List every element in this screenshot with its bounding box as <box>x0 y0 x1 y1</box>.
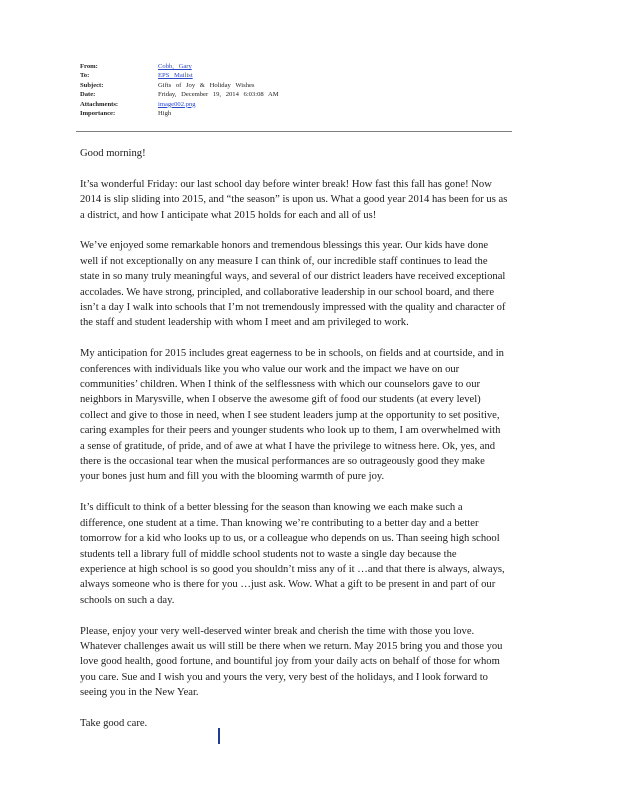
text-line: My anticipation for 2015 includes great eagerness to be in schools, on fields and at courtside, and in <box>80 348 504 360</box>
subject-value: Gifts of Joy & Holiday Wishes <box>158 81 255 89</box>
date-value: Friday, December 19, 2014 6:03:08 AM <box>158 91 279 99</box>
text-line: difference, one student at a time. Than knowing we’re contributing to a better day and a better <box>80 517 479 529</box>
text-line: state in so many truly meaningful ways, and several of our district leaders have received exceptional <box>80 271 506 283</box>
text-line: seeing you in the New Year. <box>80 687 199 699</box>
date-label: Date: <box>80 91 96 99</box>
text-line: caring examples for their peers and younger students who look up to them, I am overwhelmed with <box>80 425 501 437</box>
to-value[interactable]: EPS Mailist <box>158 72 193 80</box>
closing: Take good care. <box>80 717 148 729</box>
text-line: neighbors in Marysville, when I observe the awesome gift of food our students (at every level) <box>80 394 481 406</box>
header-divider <box>76 131 512 132</box>
to-row <box>80 71 520 80</box>
text-cursor <box>218 728 220 744</box>
text-line: 2014 is slip sliding into 2015, and “the season” is upon us. What a good year 2014 has been for us as <box>80 194 508 206</box>
text-line: experience at high school is so good you shouldn’t miss any of it …and that there is always, always, <box>80 563 505 575</box>
text-line: a district, and how I anticipate what 2015 holds for each and all of us! <box>80 209 377 221</box>
text-line: collect and give to those in need, when I see student leaders jump at the opportunity to set positive, <box>80 409 500 421</box>
attachments-row <box>80 100 520 109</box>
to-label: To: <box>80 72 90 80</box>
email-body <box>80 146 535 747</box>
text-line: students tell a library full of middle school students not to waste a single day because the <box>80 548 457 560</box>
paragraph-2 <box>80 238 535 330</box>
text-line: well if not exceptionally on any measure I can think of, our incredible staff continues to lead the <box>80 255 488 267</box>
text-line: communities’ children. When I think of the selflessness with which our counselors gave to our <box>80 379 481 391</box>
from-value[interactable]: Cobb, Gary <box>158 63 192 70</box>
importance-value: High <box>158 109 172 117</box>
greeting: Good morning! <box>80 148 146 159</box>
text-line: always someone who is there for you …just ask. Wow. What a gift to be present in and part of our <box>80 579 496 591</box>
subject-label: Subject: <box>80 81 104 89</box>
subject-row <box>80 81 520 90</box>
text-line: a sense of gratitude, of pride, and of awe at what I have the privilege to witness here. Ok, yes, and <box>80 440 496 452</box>
text-line: We’ve enjoyed some remarkable honors and tremendous blessings this year. Our kids have done <box>80 240 489 252</box>
paragraph-1 <box>80 177 535 223</box>
text-line: your bones just hum and fill you with the blooming warmth of pure joy. <box>80 471 385 483</box>
paragraph-3 <box>80 346 535 485</box>
text-line: love good health, good fortune, and bountiful joy from your daily acts on behalf of those for whom <box>80 656 500 668</box>
importance-label: Importance: <box>80 109 116 117</box>
text-line: conferences with individuals like you who value our work and the impact we have on our <box>80 363 460 375</box>
text-line: the staff and student leadership with whom I meet and am privileged to work. <box>80 317 409 329</box>
attachments-label: Attachments: <box>80 100 119 108</box>
text-line: Please, enjoy your very well-deserved winter break and cherish the time with those you love. <box>80 625 475 637</box>
text-line: tomorrow for a kid who looks up to us, or a colleague who depends on us. Than seeing high school <box>80 533 500 545</box>
from-row <box>80 62 520 71</box>
date-row <box>80 90 520 99</box>
from-label: From: <box>80 63 98 70</box>
text-line: It’s difficult to think of a better blessing for the season than knowing we each make such a <box>80 502 463 514</box>
text-line: schools on such a day. <box>80 594 175 606</box>
text-line: accolades. We have strong, principled, and collaborative leadership in our school board, and there <box>80 286 495 298</box>
text-line: there is the occasional tear when the musical performances are so outrageously good they make <box>80 456 485 468</box>
paragraph-5 <box>80 624 535 701</box>
importance-row <box>80 109 520 118</box>
email-header <box>80 62 520 118</box>
text-line: isn’t a day I walk into schools that I’m not tremendously impressed with the quality and character of <box>80 302 506 314</box>
text-line: It’sa wonderful Friday: our last school day before winter break! How fast this fall has gone! Now <box>80 178 492 190</box>
text-line: Whatever challenges await us will still be there when we return. May 2015 bring you and those you <box>80 640 503 652</box>
attachment-link[interactable]: image002.png <box>158 100 196 108</box>
paragraph-4 <box>80 500 535 608</box>
text-line: you care. Sue and I wish you and yours the very, very best of the holidays, and I look forward to <box>80 671 488 683</box>
